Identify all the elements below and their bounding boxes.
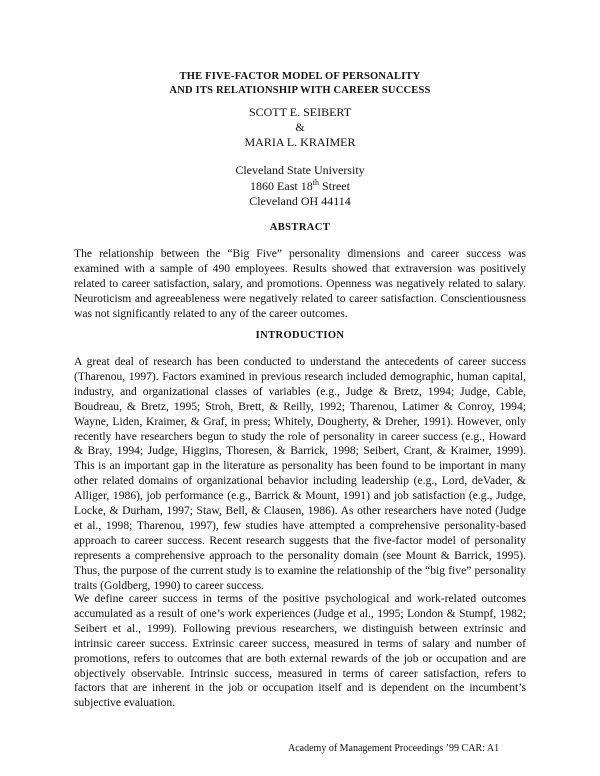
paper-title-line-2: AND ITS RELATIONSHIP WITH CAREER SUCCESS <box>169 85 431 96</box>
abstract-heading: ABSTRACT <box>269 222 331 233</box>
introduction-heading: INTRODUCTION <box>255 330 345 341</box>
street-name: Street <box>318 179 350 193</box>
abstract-text: The relationship between the “Big Five” personality dimensions and career success was examined with a sample of 490 employees. Results showed that extraversion was positively related to career satisfaction, salary, and promotions. Openness was negatively related to salary. Neuroticism and agreeableness were negatively related to career satisfaction. Conscientiousness was not significantly related to any of the career outcomes. <box>74 247 526 320</box>
author-connector: & <box>295 120 305 134</box>
affiliation-university: Cleveland State University <box>235 163 365 177</box>
introduction-paragraph-1 <box>74 355 526 594</box>
paper-title-line-1: THE FIVE-FACTOR MODEL OF PERSONALITY <box>179 71 421 82</box>
intro-paragraph-2-text: We define career success in terms of the positive psychological and work-related outcomes accumulated as a result of one’s work experiences (Judge et al., 1995; London & Stumpf, 1982; Seibert et al., 1999). Following previous researchers, we distinguish between extrinsic and intrinsic career success. Extrinsic career success, measured in terms of salary and number of promotions, refers to outcomes that are both external rewards of the job or occupation and are objectively observable. Intrinsic success, measured in terms of career satisfaction, refers to factors that are inherent in the job or occupation itself and is dependent on the incumbent’s subjective evaluation. <box>74 592 526 710</box>
affiliation-street <box>0 179 600 194</box>
intro-paragraph-1-text: A great deal of research has been conducted to understand the antecedents of career success (Tharenou, 1997). Factors examined in previous research included demographic, human capital, industry, and organizational classes of variables (e.g., Judge & Bretz, 1994; Judge, Cable, Boudreau, & Bretz, 1995; Stroh, Brett, & Reilly, 1992; Tharenou, Latimer & Conroy, 1994; Wayne, Liden, Kraimer, & Graf, in press; Whitely, Dougherty, & Dreher, 1991). However, only recently have researchers begun to study the role of personality in career success (e.g., Howard & Bray, 1994; Judge, Higgins, Thoresen, & Barrick, 1998; Seibert, Crant, & Kraimer, 1999). This is an important gap in the literature as personality has been found to be important in many other related domains of organizational behavior including leadership (e.g., Lord, deVader, & Alliger, 1986), job performance (e.g., Barrick & Mount, 1991) and job satisfaction (e.g., Judge, Locke, & Durham, 1997; Staw, Bell, & Clausen, 1986). As other researchers have noted (Judge et al., 1998; Tharenou, 1997), few studies have attempted a comprehensive personality-based approach to career success. Recent research suggests that the five-factor model of personality represents a comprehensive approach to the personality domain (see Mount & Barrick, 1995). Thus, the purpose of the current study is to examine the relationship of the “big five” personality traits (Goldberg, 1990) to career success. <box>74 355 526 592</box>
affiliation-city: Cleveland OH 44114 <box>249 194 351 208</box>
author-1: SCOTT E. SEIBERT <box>248 105 352 119</box>
abstract-body <box>74 247 526 322</box>
page-footer: Academy of Management Proceedings ’99 CAR: A1 <box>288 743 500 754</box>
author-2: MARIA L. KRAIMER <box>244 135 356 149</box>
street-ordinal-suffix: th <box>312 178 319 187</box>
street-number: 1860 East 18 <box>250 179 313 193</box>
introduction-paragraph-2 <box>74 592 526 711</box>
